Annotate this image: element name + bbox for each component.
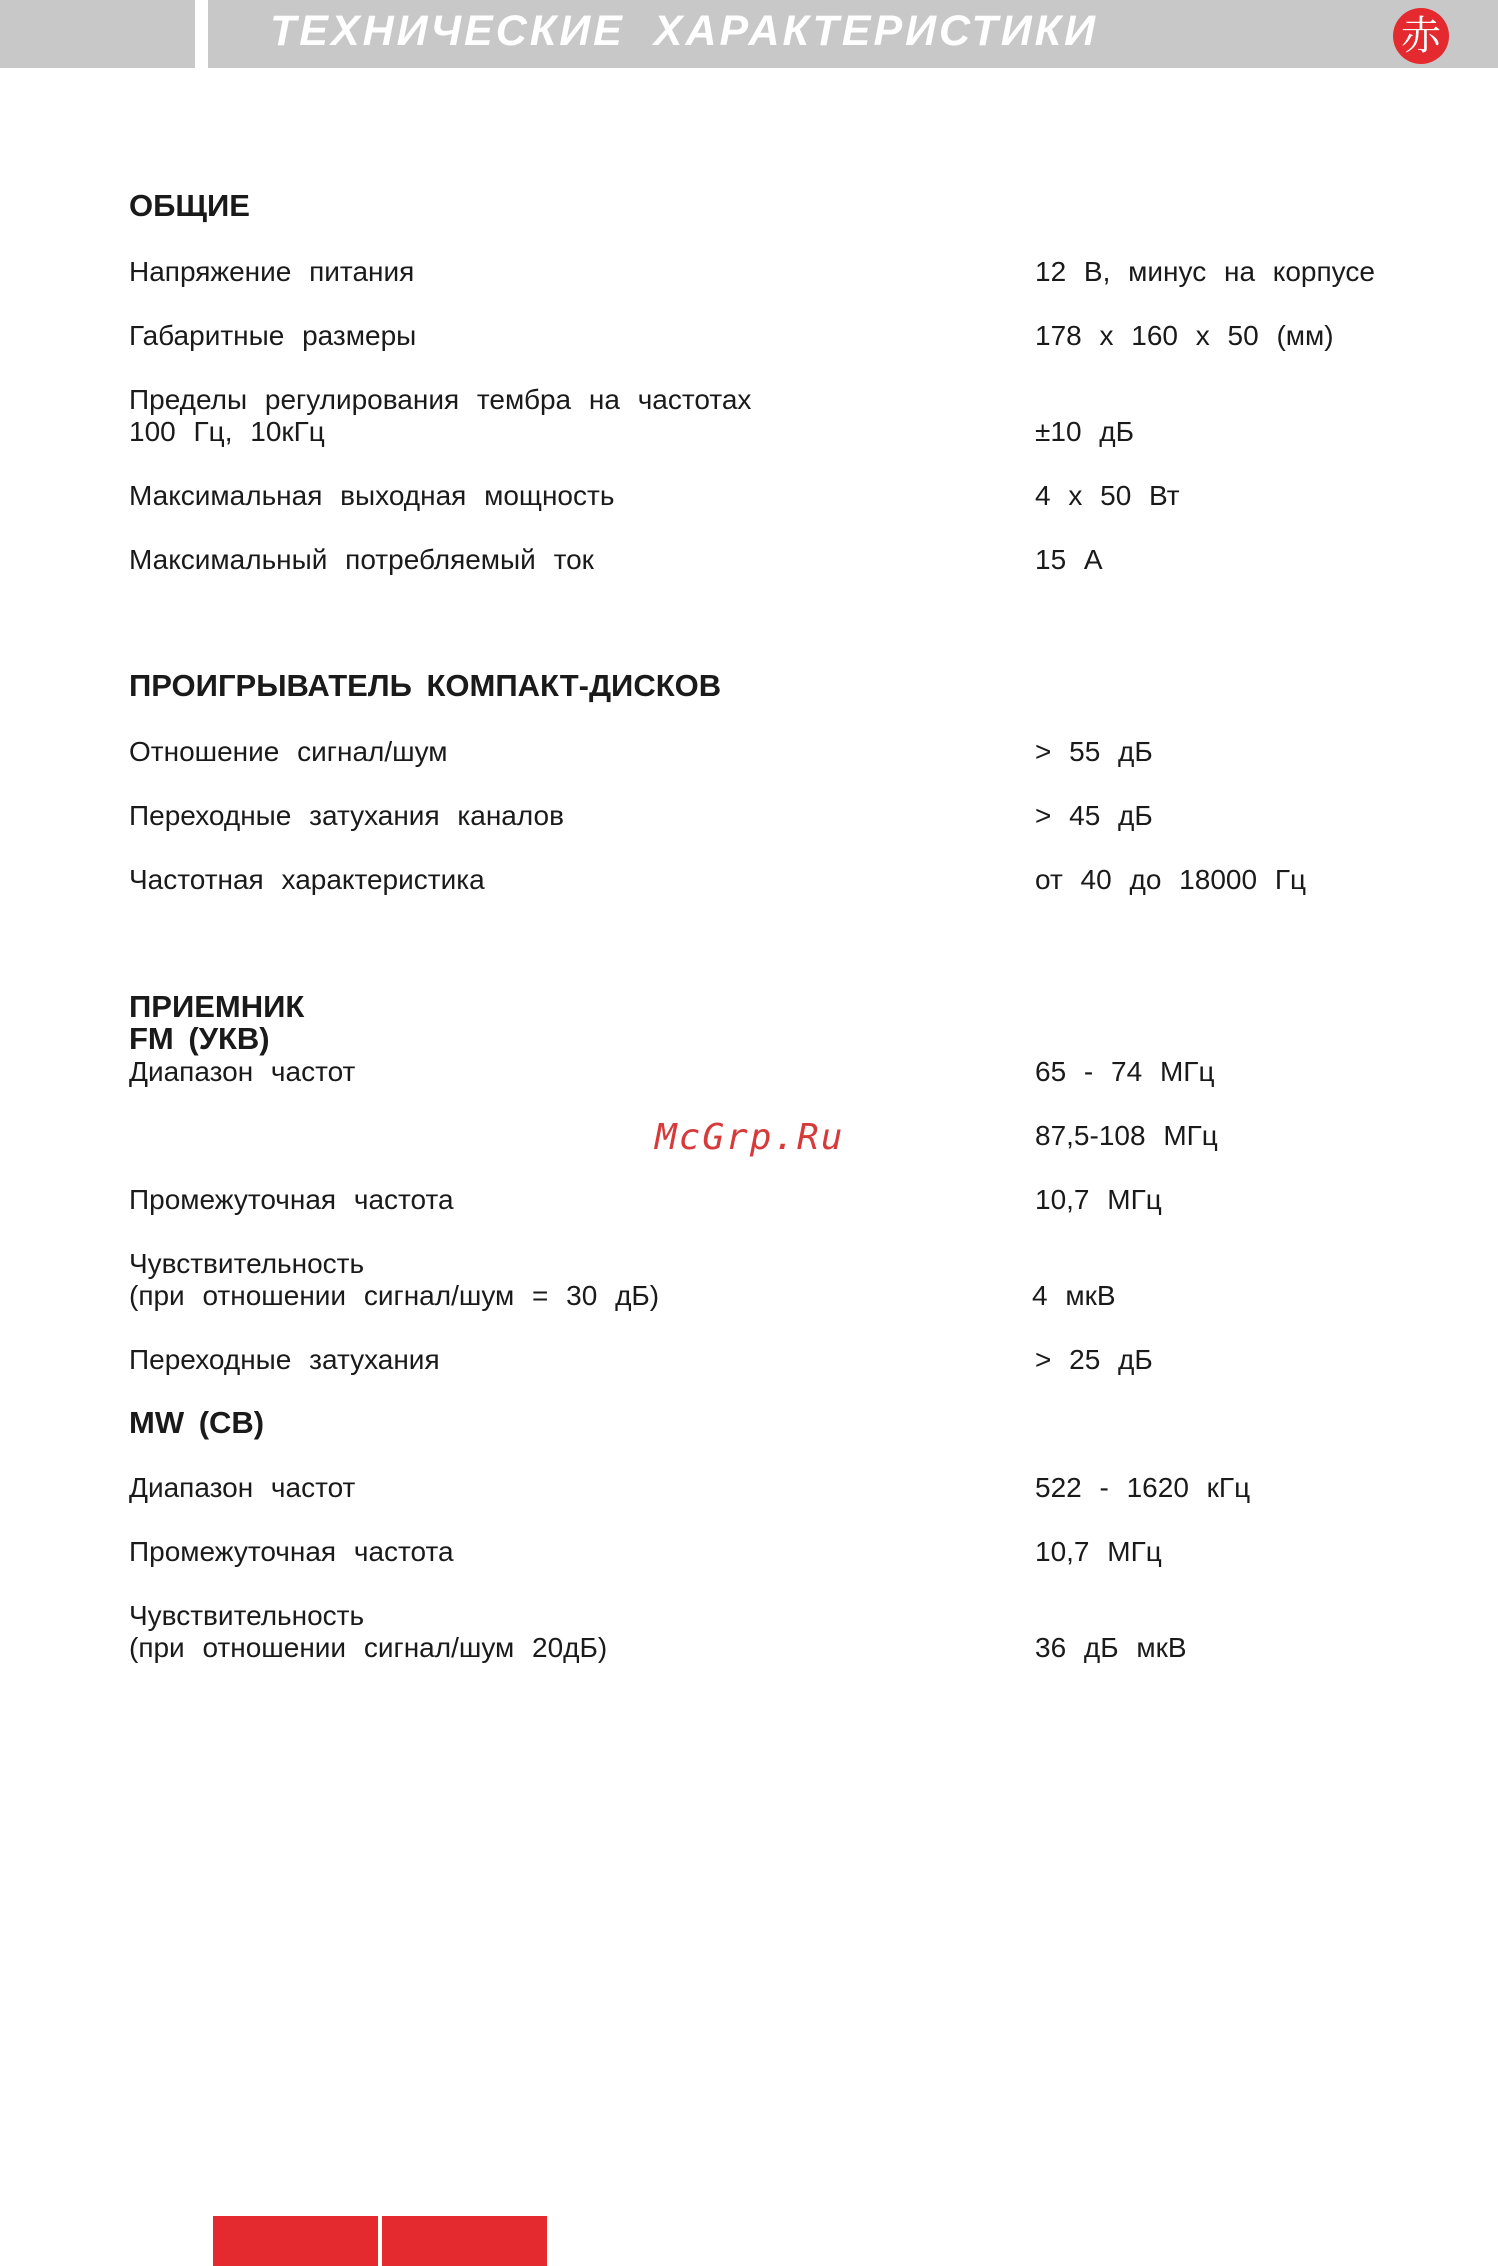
spec-value: 10,7 МГц	[1035, 1184, 1162, 1215]
spec-label-line2: (при отношении сигнал/шум 20дБ)	[129, 1632, 608, 1663]
spec-value: 15 А	[1035, 544, 1103, 575]
spec-label: Пределы регулирования тембра на частотах	[129, 384, 752, 415]
header-left-block	[0, 0, 195, 68]
spec-value: > 45 дБ	[1035, 800, 1153, 831]
page-title: ТЕХНИЧЕСКИЕ ХАРАКТЕРИСТИКИ	[270, 7, 1099, 55]
footer-block-right	[382, 2216, 547, 2266]
spec-label-line2: (при отношении сигнал/шум = 30 дБ)	[129, 1280, 660, 1311]
watermark: McGrp.Ru	[655, 1117, 845, 1158]
spec-label: Частотная характеристика	[129, 864, 485, 895]
spec-value: 65 - 74 МГц	[1035, 1056, 1215, 1087]
spec-label: Переходные затухания	[129, 1344, 440, 1375]
spec-value: 4 x 50 Вт	[1035, 480, 1180, 511]
subsection-heading-mw: MW (СВ)	[129, 1405, 265, 1440]
spec-label: Диапазон частот	[129, 1472, 356, 1503]
spec-value: 178 x 160 x 50 (мм)	[1035, 320, 1334, 351]
section-heading-receiver: ПРИЕМНИК	[129, 989, 305, 1024]
spec-value: > 25 дБ	[1035, 1344, 1153, 1375]
spec-value: ±10 дБ	[1035, 416, 1135, 447]
spec-label: Чувствительность	[129, 1600, 365, 1631]
spec-value-line2: 87,5-108 МГц	[1035, 1120, 1218, 1151]
spec-value: > 55 дБ	[1035, 736, 1153, 767]
spec-label: Диапазон частот	[129, 1056, 356, 1087]
spec-label: Максимальный потребляемый ток	[129, 544, 594, 575]
footer-block-left	[213, 2216, 378, 2266]
spec-label: Промежуточная частота	[129, 1184, 454, 1215]
spec-label: Габаритные размеры	[129, 320, 417, 351]
spec-label: Отношение сигнал/шум	[129, 736, 448, 767]
section-heading-general: ОБЩИЕ	[129, 188, 250, 223]
spec-label: Переходные затухания каналов	[129, 800, 564, 831]
spec-value: 12 В, минус на корпусе	[1035, 256, 1375, 287]
spec-label: Чувствительность	[129, 1248, 365, 1279]
section-heading-cd: ПРОИГРЫВАТЕЛЬ КОМПАКТ-ДИСКОВ	[129, 668, 722, 703]
spec-label: Промежуточная частота	[129, 1536, 454, 1567]
subsection-heading-fm: FM (УКВ)	[129, 1021, 270, 1056]
spec-label: Максимальная выходная мощность	[129, 480, 615, 511]
spec-label-line2: 100 Гц, 10кГц	[129, 416, 325, 447]
spec-value: 522 - 1620 кГц	[1035, 1472, 1251, 1503]
spec-value: 36 дБ мкВ	[1035, 1632, 1187, 1663]
spec-value: 10,7 МГц	[1035, 1536, 1162, 1567]
spec-value: от 40 до 18000 Гц	[1035, 864, 1307, 895]
spec-label: Напряжение питания	[129, 256, 415, 287]
brand-logo-icon: 赤	[1393, 8, 1449, 64]
spec-value: 4 мкВ	[1032, 1280, 1116, 1311]
